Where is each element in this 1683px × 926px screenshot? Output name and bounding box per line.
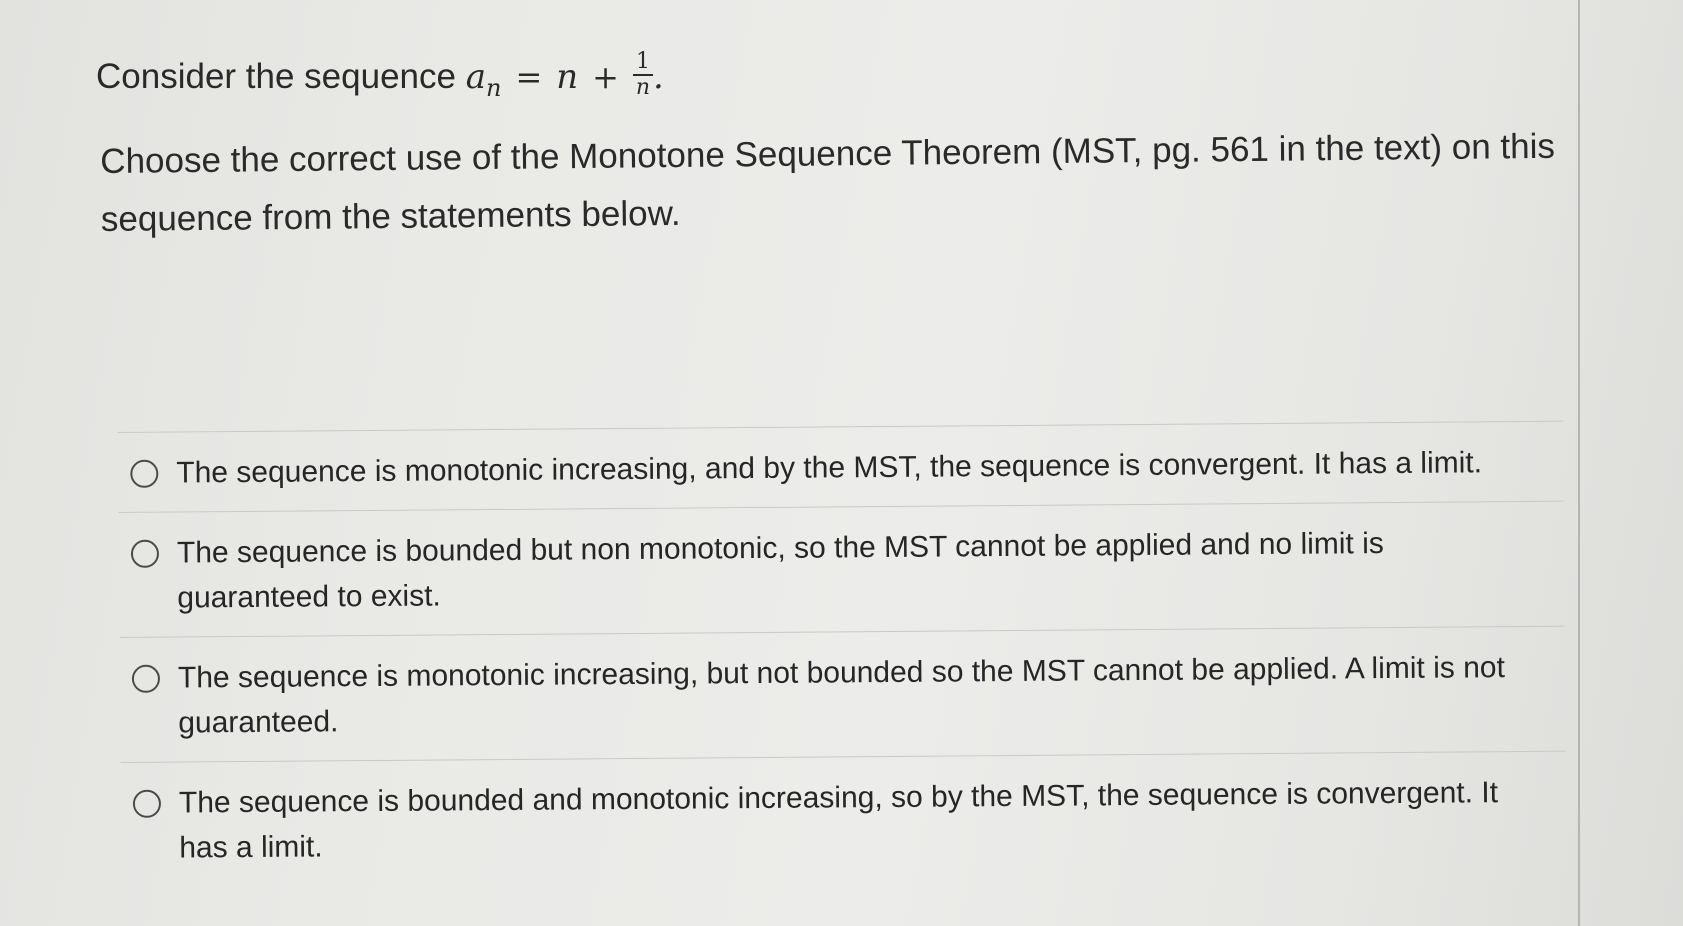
answer-label-2: The sequence is bounded but non monotonic, so the MST cannot be applied and no limit is guaranteed to exist. xyxy=(176,527,1384,615)
plus-sign: + xyxy=(592,58,619,96)
answer-choice-3[interactable] xyxy=(120,627,1566,762)
question-prefix: Consider the sequence xyxy=(96,57,456,96)
question-instruction: Choose the correct use of the Monotone Sequence Theorem (MST, pg. 561 in the text) on this sequence from the statements below. xyxy=(100,126,1556,239)
answer-choice-1[interactable] xyxy=(118,422,1564,512)
radio-button-3[interactable] xyxy=(132,665,160,693)
answer-choices xyxy=(118,421,1567,887)
sequence-index: n xyxy=(485,74,502,102)
end-punctuation: . xyxy=(652,57,664,97)
answer-label-1: The sequence is monotonic increasing, and by the MST, the sequence is convergent. It has a limit. xyxy=(176,446,1483,490)
sequence-symbol: a xyxy=(465,57,486,97)
radio-button-4[interactable] xyxy=(133,790,161,818)
question-prompt xyxy=(96,48,664,105)
sequence-formula xyxy=(465,48,664,102)
answer-label-3: The sequence is monotonic increasing, but not bounded so the MST cannot be applied. A limit is not guaranteed. xyxy=(177,651,1505,740)
equals-sign: = xyxy=(515,58,543,96)
answer-label-4: The sequence is bounded and monotonic increasing, so by the MST, the sequence is convergent. It has a limit. xyxy=(178,776,1499,865)
radio-button-1[interactable] xyxy=(130,460,158,488)
answer-choice-4[interactable] xyxy=(121,752,1567,887)
answer-choice-2[interactable] xyxy=(119,502,1565,637)
fraction-numerator: 1 xyxy=(633,50,653,76)
fraction xyxy=(633,50,653,100)
term-variable: n xyxy=(556,57,579,97)
fraction-denominator: n xyxy=(635,74,651,100)
radio-button-2[interactable] xyxy=(131,540,159,568)
